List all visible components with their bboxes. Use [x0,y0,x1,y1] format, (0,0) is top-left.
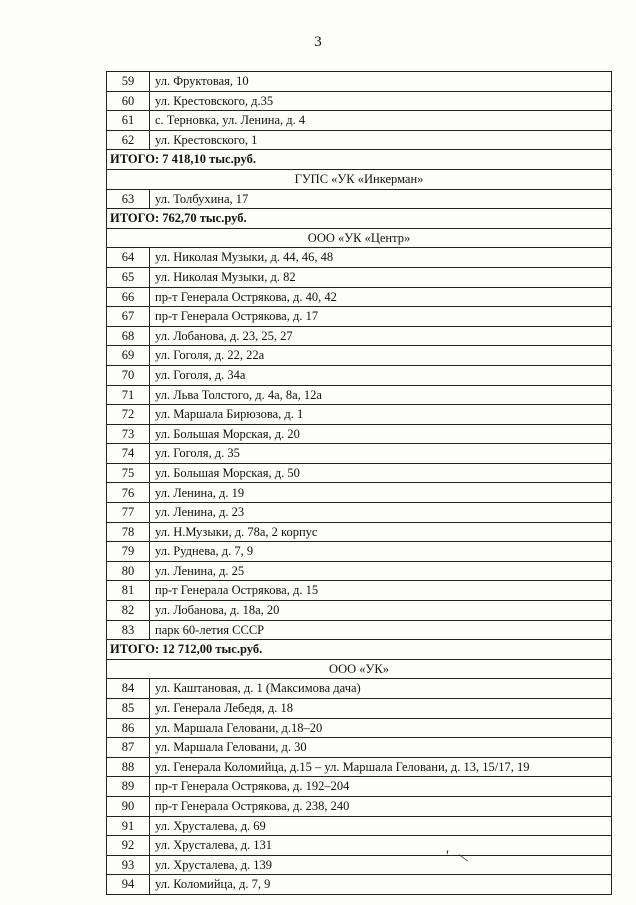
scan-speck: ' [446,848,449,865]
row-number: 62 [107,130,150,150]
row-number: 74 [107,444,150,464]
row-address: ул. Гоголя, д. 34а [150,365,612,385]
table-row [107,522,612,542]
row-address: ул. Крестовского, 1 [150,130,612,150]
table-row [107,385,612,405]
row-number: 75 [107,463,150,483]
address-table-body [107,72,612,895]
table-row [107,757,612,777]
row-number: 70 [107,365,150,385]
table-row [107,72,612,92]
row-address: ул. Лобанова, д. 23, 25, 27 [150,326,612,346]
row-address: с. Терновка, ул. Ленина, д. 4 [150,111,612,131]
organization-row [107,228,612,248]
row-number: 69 [107,346,150,366]
row-number: 77 [107,503,150,523]
row-number: 72 [107,405,150,425]
row-address: ул. Ленина, д. 23 [150,503,612,523]
table-row [107,189,612,209]
table-row [107,444,612,464]
table-row [107,130,612,150]
row-number: 73 [107,424,150,444]
row-address: ул. Ленина, д. 19 [150,483,612,503]
row-number: 91 [107,816,150,836]
table-row [107,855,612,875]
row-address: ул. Каштановая, д. 1 (Максимова дача) [150,679,612,699]
row-number: 76 [107,483,150,503]
address-table [106,71,612,895]
row-address: ул. Ленина, д. 25 [150,561,612,581]
page-number: 3 [314,34,322,50]
row-address: пр-т Генерала Острякова, д. 40, 42 [150,287,612,307]
row-address: ул. Маршала Геловани, д.18–20 [150,718,612,738]
organization-name: ООО «УК «Центр» [107,228,612,248]
table-row [107,816,612,836]
total-row [107,209,612,229]
row-address: ул. Маршала Геловани, д. 30 [150,738,612,758]
table-row [107,326,612,346]
table-row [107,679,612,699]
row-address: ул. Гоголя, д. 22, 22а [150,346,612,366]
row-address: ул. Николая Музыки, д. 44, 46, 48 [150,248,612,268]
row-address: ул. Фруктовая, 10 [150,72,612,92]
row-number: 71 [107,385,150,405]
table-row [107,738,612,758]
row-address: пр-т Генерала Острякова, д. 192–204 [150,777,612,797]
table-row [107,463,612,483]
row-address: ул. Генерала Лебедя, д. 18 [150,699,612,719]
organization-name: ГУПС «УК «Инкерман» [107,169,612,189]
row-address: пр-т Генерала Острякова, д. 15 [150,581,612,601]
row-address: ул. Большая Морская, д. 20 [150,424,612,444]
table-row [107,405,612,425]
row-address: пр-т Генерала Острякова, д. 238, 240 [150,796,612,816]
row-address: ул. Хрусталева, д. 139 [150,855,612,875]
table-row [107,483,612,503]
row-number: 66 [107,287,150,307]
organization-row [107,169,612,189]
row-number: 83 [107,620,150,640]
row-address: ул. Руднева, д. 7, 9 [150,542,612,562]
row-number: 65 [107,267,150,287]
table-row [107,561,612,581]
table-row [107,836,612,856]
row-number: 82 [107,601,150,621]
row-address: ул. Генерала Коломийца, д.15 – ул. Маршала Геловани, д. 13, 15/17, 19 [150,757,612,777]
row-number: 84 [107,679,150,699]
row-number: 80 [107,561,150,581]
organization-name: ООО «УК» [107,659,612,679]
row-number: 67 [107,307,150,327]
row-address: ул. Льва Толстого, д. 4а, 8а, 12а [150,385,612,405]
table-row [107,424,612,444]
row-number: 93 [107,855,150,875]
row-address: ул. Лобанова, д. 18а, 20 [150,601,612,621]
row-number: 94 [107,875,150,895]
scan-speck: \ [457,850,471,867]
table-row [107,503,612,523]
row-number: 64 [107,248,150,268]
total-amount: ИТОГО: 12 712,00 тыс.руб. [107,640,612,660]
total-row [107,150,612,170]
row-address: ул. Крестовского, д.35 [150,91,612,111]
row-address: ул. Коломийца, д. 7, 9 [150,875,612,895]
row-address: ул. Николая Музыки, д. 82 [150,267,612,287]
row-address: ул. Маршала Бирюзова, д. 1 [150,405,612,425]
row-number: 89 [107,777,150,797]
row-address: ул. Хрусталева, д. 69 [150,816,612,836]
table-row [107,91,612,111]
table-row [107,248,612,268]
table-row [107,581,612,601]
organization-row [107,659,612,679]
row-address: ул. Н.Музыки, д. 78а, 2 корпус [150,522,612,542]
row-number: 79 [107,542,150,562]
table-row [107,365,612,385]
total-amount: ИТОГО: 7 418,10 тыс.руб. [107,150,612,170]
table-row [107,796,612,816]
table-row [107,267,612,287]
row-number: 81 [107,581,150,601]
row-number: 59 [107,72,150,92]
table-row [107,287,612,307]
table-row [107,542,612,562]
row-number: 92 [107,836,150,856]
row-number: 87 [107,738,150,758]
table-row [107,111,612,131]
row-number: 90 [107,796,150,816]
table-row [107,777,612,797]
row-number: 85 [107,699,150,719]
row-number: 78 [107,522,150,542]
row-number: 63 [107,189,150,209]
total-amount: ИТОГО: 762,70 тыс.руб. [107,209,612,229]
total-row [107,640,612,660]
row-address: ул. Хрусталева, д. 131 [150,836,612,856]
row-address: пр-т Генерала Острякова, д. 17 [150,307,612,327]
row-address: парк 60-летия СССР [150,620,612,640]
row-number: 68 [107,326,150,346]
table-row [107,346,612,366]
row-number: 86 [107,718,150,738]
table-row [107,620,612,640]
table-row [107,718,612,738]
row-address: ул. Толбухина, 17 [150,189,612,209]
row-address: ул. Гоголя, д. 35 [150,444,612,464]
table-row [107,699,612,719]
table-row [107,601,612,621]
row-number: 61 [107,111,150,131]
row-number: 88 [107,757,150,777]
table-row [107,875,612,895]
row-number: 60 [107,91,150,111]
row-address: ул. Большая Морская, д. 50 [150,463,612,483]
table-row [107,307,612,327]
